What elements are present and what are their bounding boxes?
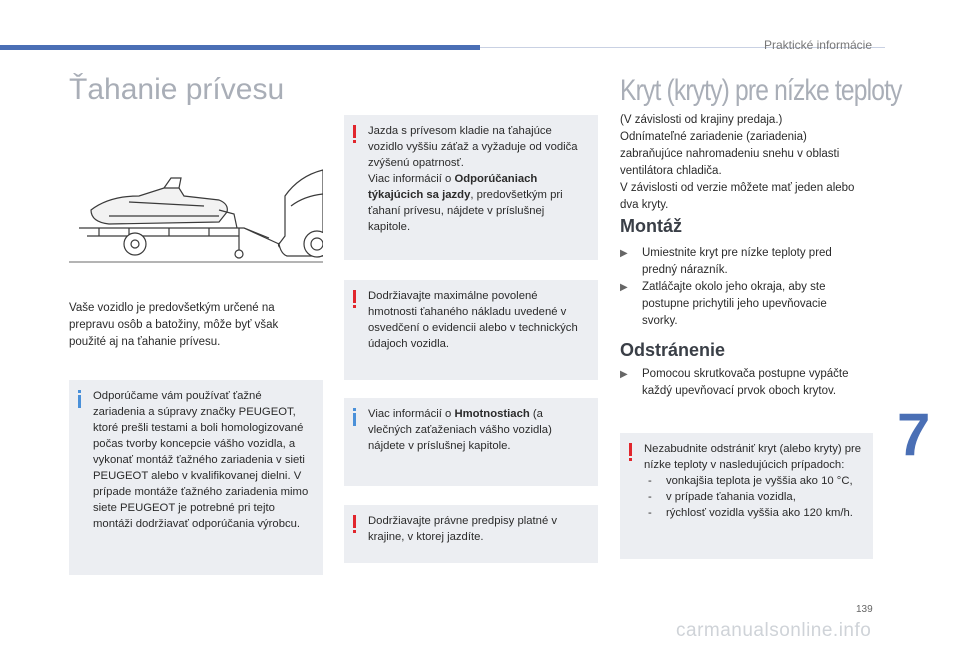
warning-icon	[353, 290, 357, 308]
list-item: ▶ Pomocou skrutkovača postupne vypáčte každý upevňovací prvok oboch krytov.	[620, 368, 849, 397]
top-accent-bar	[0, 45, 480, 50]
section-header: Praktické informácie	[763, 38, 872, 52]
warning-text-weights: Dodržiavajte maximálne povolené hmotnosti ťahaného nákladu uvedené v osvedčení o evidencii alebo v technických údajoch vozidla.	[368, 290, 578, 350]
towing-illustration	[69, 166, 323, 264]
chapter-number: 7	[897, 401, 931, 468]
info-text-a: Viac informácií o	[368, 408, 455, 420]
page-number: 139	[856, 604, 873, 615]
warning-box-remove-cover	[620, 433, 873, 559]
bullet-marker-icon: ▶	[620, 282, 628, 293]
warning-icon	[629, 443, 633, 461]
info-icon	[353, 408, 357, 426]
montaz-list	[620, 245, 860, 330]
warning-text-rest: , predovšetkým pri ťahaní prívesu, nájdete v príslušnej kapitole.	[368, 189, 563, 233]
info-box-text: Odporúčame vám používať ťažné zariadenia a súpravy značky PEUGEOT, ktoré prešli testami a boli homologizované počas tvorby koncepcie vášho vozidla, a vykonať montáž ťažného zariadenia v sieti PEUGEOT alebo v kvalifikovanej dielni. V prípade montáže ťažného zariadenia mimo siete PEUGEOT je potrebné pri tejto montáži dodržiavať odporúčania výrobcu.	[93, 390, 309, 530]
intro-line-device: Odnímateľné zariadenie (zariadenia) zabraňujúce nahromadeniu snehu v oblasti ventilátora chladiča.	[620, 131, 840, 177]
conditions-list	[644, 473, 863, 521]
odstranenie-list	[620, 366, 860, 400]
list-item: - rýchlosť vozidla vyššia ako 120 km/h.	[644, 505, 863, 521]
info-box-towbar	[69, 380, 323, 575]
warning-box-weights	[344, 280, 598, 380]
warning-text-more-info: Viac informácií o	[368, 173, 455, 185]
warning-icon	[353, 515, 357, 533]
cold-cover-intro	[620, 112, 870, 214]
intro-line-country: (V závislosti od krajiny predaja.)	[620, 114, 783, 126]
info-icon	[78, 390, 82, 408]
list-item: ▶ Umiestnite kryt pre nízke teploty pred predný nárazník.	[620, 247, 832, 276]
warning-icon	[353, 125, 357, 143]
page-title-towing: Ťahanie prívesu	[69, 73, 285, 106]
bullet-marker-icon: ▶	[620, 369, 628, 380]
warning-text-legislation: Dodržiavajte právne predpisy platné v krajine, v ktorej jazdíte.	[368, 515, 558, 543]
warning-text-load: Jazda s prívesom kladie na ťahajúce vozidlo vyššiu záťaž a vyžaduje od vodiča zvýšenú opatrnosť.	[368, 125, 578, 169]
info-text-b: (a vlečných zaťaženiach vášho vozidla) nájdete v príslušnej kapitole.	[368, 408, 552, 452]
warning-box-legislation	[344, 505, 598, 563]
list-item: - vonkajšia teplota je vyššia ako 10 °C,	[644, 473, 863, 489]
warning-text-bold-link: Odporúčaniach týkajúcich sa jazdy	[368, 173, 538, 201]
warning-text-remove: Nezabudnite odstrániť kryt (alebo kryty) pre nízke teploty v nasledujúcich prípadoch:	[644, 443, 862, 471]
intro-paragraph: Vaše vozidlo je predovšetkým určené na prepravu osôb a batožiny, môže byť však použité aj na ťahanie prívesu.	[69, 302, 279, 348]
subtitle-odstranenie: Odstránenie	[620, 340, 726, 360]
info-box-masses	[344, 398, 598, 486]
watermark: carmanualsonline.info	[676, 620, 872, 641]
page-title-cold-cover: Kryt (kryty) pre nízke teploty	[620, 74, 902, 107]
warning-box-driving	[344, 115, 598, 260]
list-item: - v prípade ťahania vozidla,	[644, 489, 863, 505]
list-item: ▶ Zatláčajte okolo jeho okraja, aby ste postupne prichytili jeho upevňovacie svorky.	[620, 281, 827, 327]
info-text-bold-masses: Hmotnostiach	[454, 408, 530, 420]
intro-line-version: V závislosti od verzie môžete mať jeden alebo dva kryty.	[620, 182, 855, 211]
subtitle-montaz: Montáž	[620, 216, 682, 236]
bullet-marker-icon: ▶	[620, 248, 628, 259]
